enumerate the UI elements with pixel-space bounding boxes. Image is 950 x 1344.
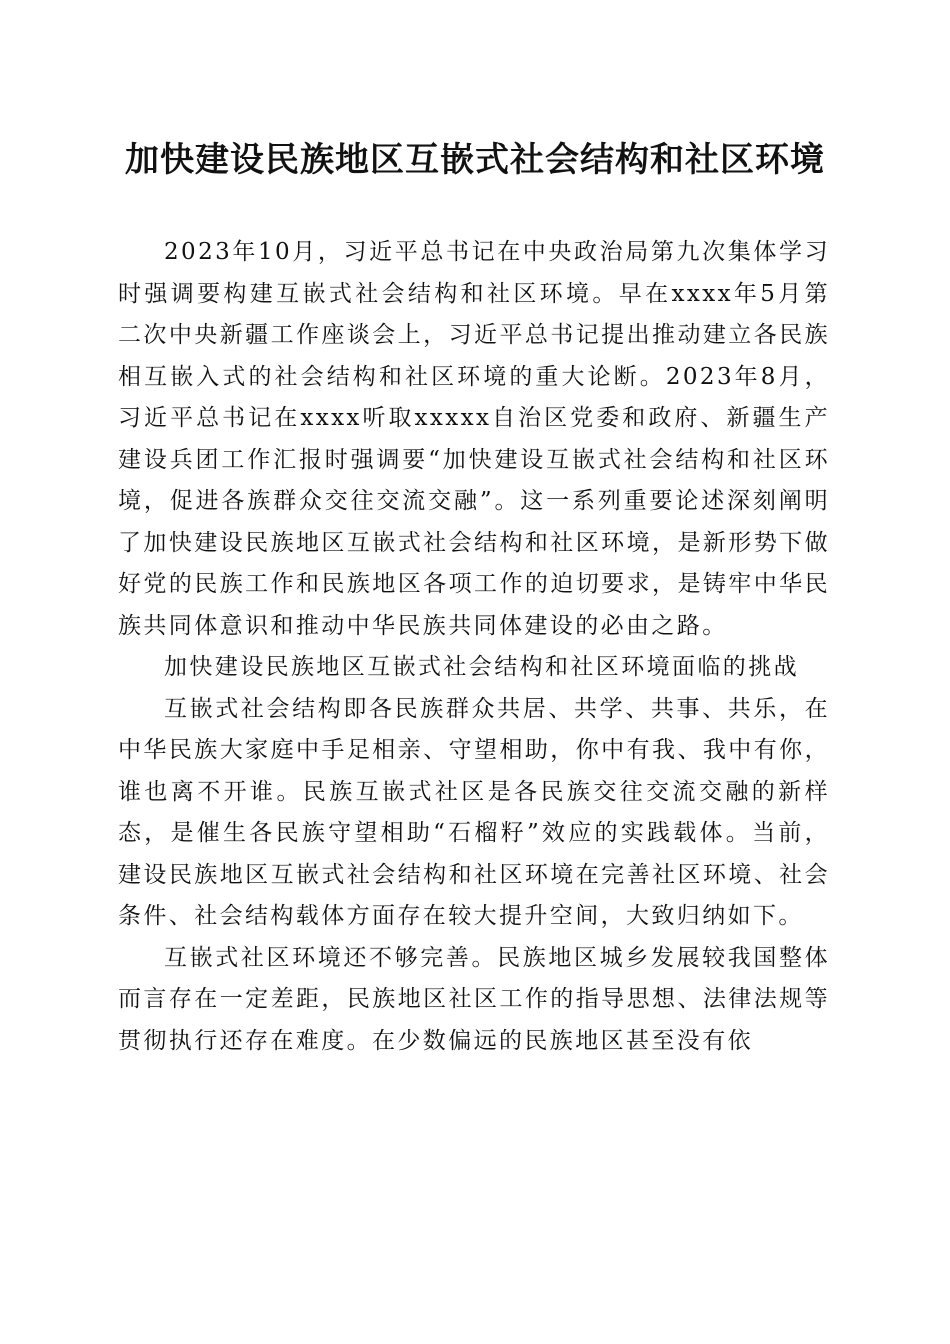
document-body (118, 232, 830, 1062)
paragraph-community-environment: 互嵌式社区环境还不够完善。民族地区城乡发展较我国整体而言存在一定差距，民族地区社区工作的指导思想、法律法规等贯彻执行还存在难度。在少数偏远的民族地区甚至没有依 (118, 944, 830, 1054)
section-heading-challenges: 加快建设民族地区互嵌式社会结构和社区环境面临的挑战 (164, 654, 799, 680)
document-title: 加快建设民族地区互嵌式社会结构和社区环境 (125, 140, 825, 180)
paragraph-intro: 2023年10月，习近平总书记在中央政治局第九次集体学习时强调要构建互嵌式社会结构和社区环境。早在xxxx年5月第二次中央新疆工作座谈会上，习近平总书记提出推动建立各民族相互嵌入式的社会结构和社区环境的重大论断。2023年8月，习近平总书记在xxxx听取xxxxx自治区党委和政府、新疆生产建设兵团工作汇报时强调要“加快建设互嵌式社会结构和社区环境，促进各族群众交往交流交融”。这一系列重要论述深刻阐明了加快建设民族地区互嵌式社会结构和社区环境，是新形势下做好党的民族工作和民族地区各项工作的迫切要求，是铸牢中华民族共同体意识和推动中华民族共同体建设的必由之路。 (118, 239, 830, 639)
paragraph-embedded-structure: 互嵌式社会结构即各民族群众共居、共学、共事、共乐，在中华民族大家庭中手足相亲、守望相助，你中有我、我中有你，谁也离不开谁。民族互嵌式社区是各民族交往交流交融的新样态，是催生各民族守望相助“石榴籽”效应的实践载体。当前，建设民族地区互嵌式社会结构和社区环境在完善社区环境、社会条件、社会结构载体方面存在较大提升空间，大致归纳如下。 (118, 695, 830, 929)
